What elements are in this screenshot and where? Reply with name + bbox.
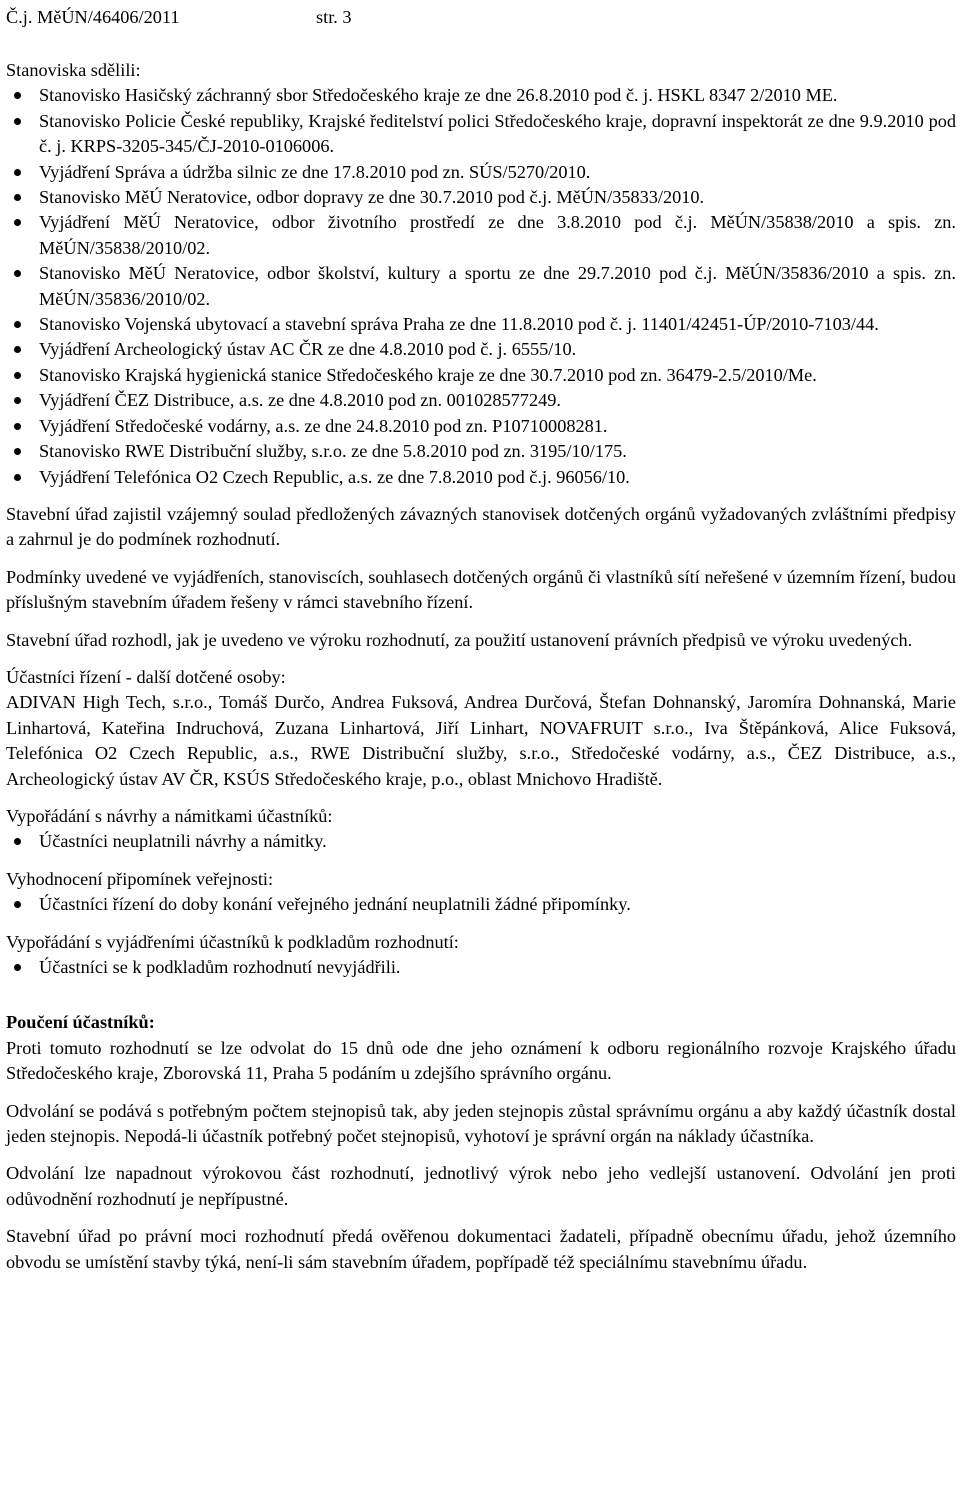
paragraph-rozhodl: Stavební úřad rozhodl, jak je uvedeno ve výroku rozhodnutí, za použití ustanovení právních předpisů ve výroku uvedených. (6, 629, 913, 650)
list-item: Vyjádření Telefónica O2 Czech Republic, a.s. ze dne 7.8.2010 pod č.j. 96056/10. (6, 465, 956, 490)
vyhodnoceni-heading: Vyhodnocení připomínek veřejnosti: (6, 868, 274, 889)
vyporadani-vyjadreni-section (6, 930, 956, 981)
list-item: Vyjádření Středočeské vodárny, a.s. ze dne 24.8.2010 pod zn. P10710008281. (6, 414, 956, 439)
list-item: Účastníci neuplatnili návrhy a námitky. (6, 829, 956, 854)
vyporadani-navrhy-section (6, 804, 956, 855)
ucastnici-heading: Účastníci řízení - další dotčené osoby: (6, 666, 286, 687)
pouceni-section (6, 1010, 956, 1275)
stanoviska-section (6, 58, 956, 490)
vyhodnoceni-list (6, 892, 956, 917)
page-header (6, 2, 956, 32)
pouceni-paragraph: Odvolání lze napadnout výrokovou část rozhodnutí, jednotlivý výrok nebo jeho vedlejší ustanovení. Odvolání jen proti odůvodnění rozhodnutí je nepřípustné. (6, 1163, 956, 1209)
list-item: Stanovisko Vojenská ubytovací a stavební správa Praha ze dne 11.8.2010 pod č. j. 11401/42451-ÚP/2010-7103/44. (6, 312, 956, 337)
stanoviska-heading: Stanoviska sdělili: (6, 60, 141, 80)
pouceni-paragraph: Odvolání se podává s potřebným počtem stejnopisů tak, aby jeden stejnopis zůstal správnímu orgánu a aby každý účastník dostal jeden stejnopis. Nepodá-li účastník potřebný počet stejnopisů, vyhotoví je správní orgán na náklady účastníka. (6, 1100, 956, 1147)
vyporadani-vyjadreni-list (6, 955, 956, 980)
reference-number: Č.j. MěÚN/46406/2011 (6, 7, 180, 27)
stanoviska-list (6, 83, 956, 490)
list-item: Vyjádření ČEZ Distribuce, a.s. ze dne 4.8.2010 pod zn. 001028577249. (6, 388, 956, 413)
list-item: Stanovisko MěÚ Neratovice, odbor dopravy ze dne 30.7.2010 pod č.j. MěÚN/35833/2010. (6, 185, 956, 210)
pouceni-paragraph: Stavební úřad po právní moci rozhodnutí předá ověřenou dokumentaci žadateli, případně obecnímu úřadu, jehož územního obvodu se umístění stavby týká, není-li sám stavebním úřadem, popřípadě též speciálnímu stavebnímu úřadu. (6, 1226, 956, 1272)
list-item: Stanovisko Krajská hygienická stanice Středočeského kraje ze dne 30.7.2010 pod zn. 36479-2.5/2010/Me. (6, 363, 956, 388)
paragraph-podminky: Podmínky uvedené ve vyjádřeních, stanoviscích, souhlasech dotčených orgánů či vlastníků sítí neřešené v územním řízení, budou příslušným stavebním úřadem řešeny v rámci stavebního řízení. (6, 566, 956, 613)
vyporadani-navrhy-list (6, 829, 956, 854)
page-number: str. 3 (316, 7, 352, 27)
list-item: Stanovisko MěÚ Neratovice, odbor školství, kultury a sportu ze dne 29.7.2010 pod č.j. MěÚN/35836/2010 a spis. zn. MěÚN/35836/2010/02. (6, 261, 956, 312)
vyporadani-vyjadreni-heading: Vypořádání s vyjádřeními účastníků k podkladům rozhodnutí: (6, 931, 459, 952)
list-item: Vyjádření Správa a údržba silnic ze dne 17.8.2010 pod zn. SÚS/5270/2010. (6, 160, 956, 185)
ucastnici-text: ADIVAN High Tech, s.r.o., Tomáš Durčo, Andrea Fuksová, Andrea Durčová, Štefan Dohnanský, Jaromíra Dohnanská, Marie Linhartová, Kateřina Indruchová, Zuzana Linhartová, Jiří Linhart, NOVAFRUIT s.r.o., Iva Štěpánková, Alice Fuksová, Telefónica O2 Czech Republic, a.s., RWE Distribuční služby, s.r.o., Středočeské vodárny, a.s., ČEZ Distribuce, a.s., Archeologický ústav AV ČR, KSÚS Středočeského kraje, p.o., oblast Mnichovo Hradiště. (6, 692, 956, 789)
vyporadani-navrhy-heading: Vypořádání s návrhy a námitkami účastníků: (6, 805, 333, 826)
pouceni-paragraph: Proti tomuto rozhodnutí se lze odvolat do 15 dnů ode dne jeho oznámení k odboru regionálního rozvoje Krajského úřadu Středočeského kraje, Zborovská 11, Praha 5 podáním u zdejšího správního orgánu. (6, 1037, 956, 1084)
list-item: Účastníci řízení do doby konání veřejného jednání neuplatnili žádné připomínky. (6, 892, 956, 917)
list-item: Stanovisko Policie České republiky, Krajské ředitelství polici Středočeského kraje, dopravní inspektorát ze dne 9.9.2010 pod č. j. KRPS-3205-345/ČJ-2010-0106006. (6, 109, 956, 160)
vyhodnoceni-section (6, 867, 956, 918)
pouceni-heading: Poučení účastníků: (6, 1012, 155, 1033)
list-item: Stanovisko Hasičský záchranný sbor Středočeského kraje ze dne 26.8.2010 pod č. j. HSKL 8347 2/2010 ME. (6, 83, 956, 108)
list-item: Vyjádření Archeologický ústav AC ČR ze dne 4.8.2010 pod č. j. 6555/10. (6, 337, 956, 362)
list-item: Vyjádření MěÚ Neratovice, odbor životního prostředí ze dne 3.8.2010 pod č.j. MěÚN/35838/2010 a spis. zn. MěÚN/35838/2010/02. (6, 210, 956, 261)
list-item: Účastníci se k podkladům rozhodnutí nevyjádřili. (6, 955, 956, 980)
ucastnici-section (6, 665, 956, 792)
list-item: Stanovisko RWE Distribuční služby, s.r.o. ze dne 5.8.2010 pod zn. 3195/10/175. (6, 439, 956, 464)
paragraph-soulad: Stavební úřad zajistil vzájemný soulad předložených závazných stanovisek dotčených orgánů vyžadovaných zvláštními předpisy a zahrnul je do podmínek rozhodnutí. (6, 503, 956, 550)
